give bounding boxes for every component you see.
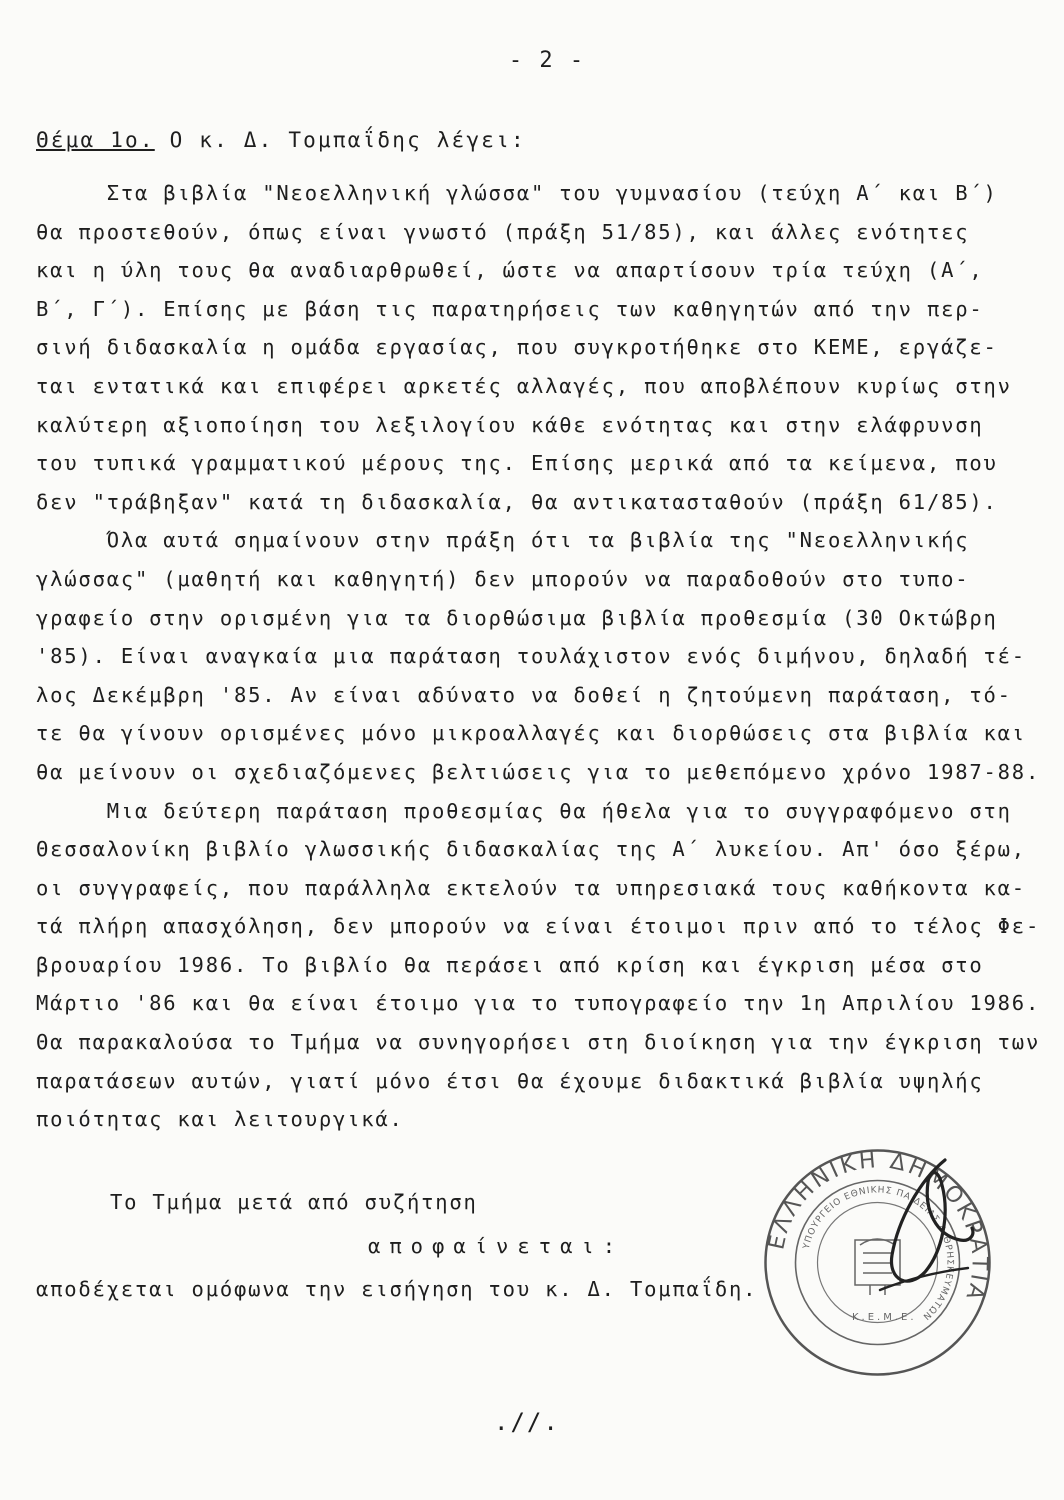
body-line: καλύτερη αξιοποίηση του λεξιλογίου κάθε ενότητας και στην ελάφρυνση — [36, 412, 984, 437]
body-line: οι συγγραφείς, που παράλληλα εκτελούν τα υπηρεσιακά τους καθήκοντα κα- — [36, 875, 1026, 900]
body-line: ται εντατικά και επιφέρει αρκετές αλλαγές, που αποβλέπουν κυρίως στην — [36, 373, 1012, 398]
decides-label: αποφαίνεται: — [368, 1234, 625, 1258]
body-line: γλώσσας" (μαθητή και καθηγητή) δεν μπορούν να παραδοθούν στο τυπο- — [36, 566, 970, 591]
topic-speaker: Ο κ. Δ. Τομπαΐδης λέγει: — [154, 128, 526, 152]
body-line: λος Δεκέμβρη '85. Αν είναι αδύνατο να δοθεί η ζητούμενη παράταση, τό- — [36, 682, 1012, 707]
svg-text:Κ.Ε.Μ.Ε.: Κ.Ε.Μ.Ε. — [852, 1312, 917, 1323]
body-line: γραφείο στην ορισμένη για τα διορθώσιμα βιβλία προθεσμία (30 Οκτώβρη — [36, 605, 998, 630]
page-number: - 2 - — [508, 48, 586, 73]
body-line: του τυπικά γραμματικού μέρους της. Επίσης μερικά από τα κείμενα, που — [36, 451, 998, 476]
body-line: τά πλήρη απασχόληση, δεν μπορούν να είναι έτοιμοι πριν από το τέλος Φε- — [36, 914, 1041, 939]
decision-text: αποδέχεται ομόφωνα την εισήγηση του κ. Δ. Τομπαΐδη. — [36, 1277, 758, 1301]
body-line: σινή διδασκαλία η ομάδα εργασίας, που συγκροτήθηκε στο ΚΕΜΕ, εργάζε- — [36, 335, 998, 360]
body-line: παρατάσεων αυτών, γιατί μόνο έτσι θα έχουμε διδακτικά βιβλία υψηλής — [36, 1068, 984, 1093]
handwritten-signature — [850, 1140, 980, 1310]
topic-number: Θέμα 1ο. — [36, 128, 155, 152]
svg-text:ΕΛΛΗΝΙΚΗ ΔΗΜΟΚΡΑΤΙΑ: ΕΛΛΗΝΙΚΗ ΔΗΜΟΚΡΑΤΙΑ — [764, 1148, 992, 1306]
body-line: βρουαρίου 1986. Το βιβλίο θα περάσει από κρίση και έγκριση μέσα στο — [36, 952, 984, 977]
body-line: δεν "τράβηξαν" κατά τη διδασκαλία, θα αντικατασταθούν (πράξη 61/85). — [36, 489, 998, 514]
body-line: Β΄, Γ΄). Επίσης με βάση τις παρατηρήσεις των καθηγητών από την περ- — [36, 296, 984, 321]
body-line: Θεσσαλονίκη βιβλίο γλωσσικής διδασκαλίας της Α΄ λυκείου. Απ' όσο ξέρω, — [36, 837, 1026, 862]
body-line: Στα βιβλία "Νεοελληνική γλώσσα" του γυμνασίου (τεύχη Α΄ και Β΄) — [36, 181, 998, 205]
body-line: θα μείνουν οι σχεδιαζόμενες βελτιώσεις για το μεθεπόμενο χρόνο 1987-88. — [36, 759, 1041, 784]
body-text — [36, 174, 1041, 1139]
topic-heading — [36, 128, 526, 152]
body-line: θα προστεθούν, όπως είναι γνωστό (πράξη 51/85), και άλλες ενότητες — [36, 219, 970, 244]
body-line: Όλα αυτά σημαίνουν στην πράξη ότι τα βιβλία της "Νεοελληνικής — [36, 528, 970, 553]
svg-text:ΥΠΟΥΡΓΕΙΟ ΕΘΝΙΚΗΣ ΠΑΙΔΕΙΑΣ & Θ: ΥΠΟΥΡΓΕΙΟ ΕΘΝΙΚΗΣ ΠΑΙΔΕΙΑΣ & ΘΡΗΣΚΕΥΜΑΤΩΝ — [801, 1185, 955, 1322]
continuation-mark: .//. — [494, 1408, 560, 1436]
decision-intro: Το Τμήμα μετά από συζήτηση — [110, 1190, 478, 1214]
body-line: Θα παρακαλούσα το Τμήμα να συνηγορήσει στη διοίκηση για την έγκριση των — [36, 1030, 1041, 1055]
body-line: ποιότητας και λειτουργικά. — [36, 1107, 404, 1132]
body-line: Μάρτιο '86 και θα είναι έτοιμο για το τυπογραφείο την 1η Απριλίου 1986. — [36, 991, 1041, 1016]
body-line: Μια δεύτερη παράταση προθεσμίας θα ήθελα για το συγγραφόμενο στη — [36, 798, 1012, 823]
body-line: '85). Είναι αναγκαία μια παράταση τουλάχιστον ενός διμήνου, δηλαδή τέ- — [36, 644, 1026, 669]
body-line: και η ύλη τους θα αναδιαρθρωθεί, ώστε να απαρτίσουν τρία τεύχη (Α΄, — [36, 258, 984, 283]
body-line: τε θα γίνουν ορισμένες μόνο μικροαλλαγές και διορθώσεις στα βιβλία και — [36, 721, 1026, 746]
